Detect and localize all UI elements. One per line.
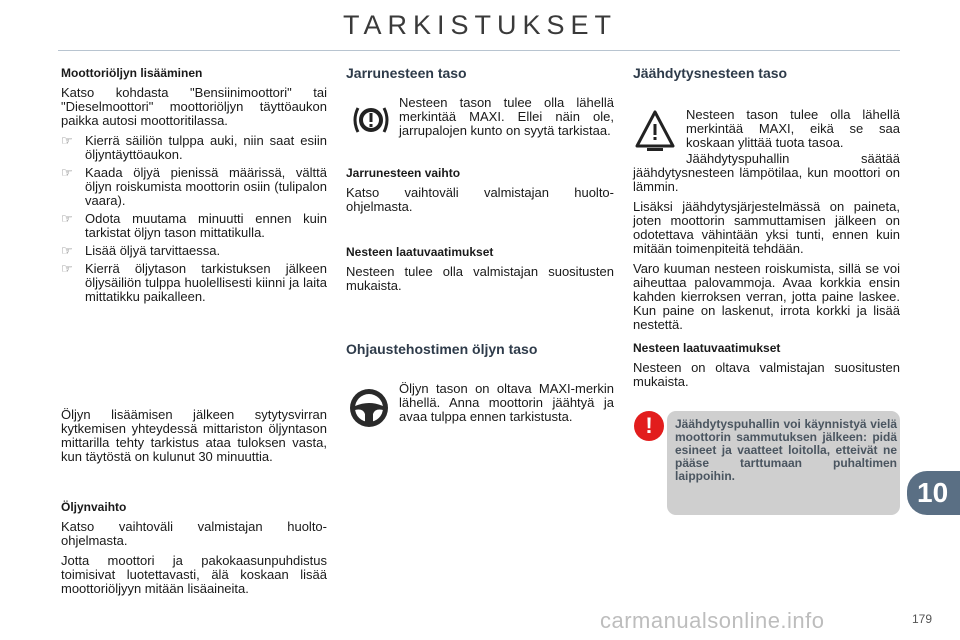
warning-note-text: Jäähdytyspuhallin voi käynnistyä vielä moottorin sammutuksen jälkeen: pidä esineet ja vaatteet loitolla, etteivät ne pääse tarttumaan puhaltimen laippoihin. [675,417,897,483]
watermark: carmanualsonline.info [600,608,825,633]
column-oil [61,66,327,308]
brake-text: Nesteen tason tulee olla lähellä merkintää MAXI. Ellei näin ole, jarrupalojen kunto on syytä tarkistaa. [399,95,614,138]
oil-topup-intro: Katso kohdasta "Bensiinimoottori" tai "Dieselmoottori" moottoriöljyn täyttöaukon paikka autosi moottoritilassa. [61,85,327,128]
oil-change-p2: Jotta moottori ja pakokaasunpuhdistus toimisivat luotettavasti, älä koskaan lisää moottoriöljyyn mitään lisäaineita. [61,553,327,596]
chapter-tab: 10 [907,471,960,515]
list-item: ☞ Lisää öljyä tarvittaessa. [61,243,221,258]
steering-section [346,342,614,362]
oil-change-p1: Katso vaihtoväli valmistajan huolto-ohjelmasta. [61,519,327,548]
column-brake [346,66,614,86]
pointing-hand-icon: ☞ [61,133,73,148]
coolant-p2: Jäähdytyspuhallin säätää jäähdytysnesteen lämpötilaa, kun moottori on lämmin. [633,151,900,194]
coolant-warning-icon [633,108,677,152]
page-title: TARKISTUKSET [342,10,618,40]
brake-change-text: Katso vaihtoväli valmistajan huolto-ohjelmasta. [346,185,614,214]
list-item: ☞ Kierrä öljytason tarkistuksen jälkeen öljysäiliön tulppa huolellisesti kiinni ja laita mittatikku paikalleen. [61,261,327,304]
pointing-hand-icon: ☞ [61,261,73,276]
brake-change-heading: Jarrunesteen vaihto [346,166,461,180]
brake-quality-text: Nesteen tulee olla valmistajan suositusten mukaista. [346,264,614,293]
coolant-heading: Jäähdytysnesteen taso [633,65,788,81]
brake-quality-section [346,245,614,299]
title-divider [58,50,900,51]
oil-after-note: Öljyn lisäämisen jälkeen sytytysvirran kytkemisen yhteydessä mittariston öljyntason mittarilla tehty tarkistus ataa tuloksen vasta, kun täytöstä on kulunut 30 minuuttia. [61,407,327,464]
list-item: ☞ Kaada öljyä pienissä määrissä, välttä öljyn roiskumista moottorin osiin (tulipalon vaara). [61,165,327,208]
pointing-hand-icon: ☞ [61,165,73,180]
brake-heading: Jarrunesteen taso [346,65,467,81]
page-number: 179 [912,612,933,626]
brake-warning-icon [349,98,393,142]
exclamation-icon: ! [634,411,664,441]
pointing-hand-icon: ☞ [61,243,73,258]
oil-change-section [61,500,327,602]
coolant-p4: Varo kuuman nesteen roiskumista, sillä se voi aiheuttaa palovammoja. Avaa korkkia ensin kahden kierroksen verran, jotta paine laskee. Kun paine on laskenut, irrota korkki ja lisää nestettä. [633,261,900,332]
brake-quality-heading: Nesteen laatuvaatimukset [346,245,494,259]
coolant-quality-heading: Nesteen laatuvaatimukset [633,341,781,355]
steering-wheel-icon [347,386,391,430]
list-item: ☞ Kierrä säiliön tulppa auki, niin saat esiin öljyntäyttöaukon. [61,133,327,162]
oil-topup-heading: Moottoriöljyn lisääminen [61,66,203,80]
coolant-body [633,152,900,338]
list-item: ☞ Odota muutama minuutti ennen kuin tarkistat öljyn tason mittatikulla. [61,211,327,240]
coolant-quality-section [633,341,900,395]
steering-text: Öljyn tason on oltava MAXI-merkin lähellä. Anna moottorin jäähtyä ja avaa tulppa ennen tarkistusta. [399,381,614,424]
coolant-quality-text: Nesteen on oltava valmistajan suositusten mukaista. [633,360,900,389]
column-coolant [633,66,900,86]
pointing-hand-icon: ☞ [61,211,73,226]
coolant-p1: Nesteen tason tulee olla lähellä merkintää MAXI, eikä se saa koskaan ylittää tuota tasoa. [686,107,900,150]
steering-heading: Ohjaustehostimen öljyn taso [346,341,538,357]
oil-change-heading: Öljynvaihto [61,500,127,514]
coolant-p3: Lisäksi jäähdytysjärjestelmässä on paineta, joten moottorin sammuttamisen jälkeen on odotettava vähintään yksi tunti, ennen kuin mitään toimenpiteitä tehdään. [633,199,900,256]
brake-change-section [346,166,614,220]
